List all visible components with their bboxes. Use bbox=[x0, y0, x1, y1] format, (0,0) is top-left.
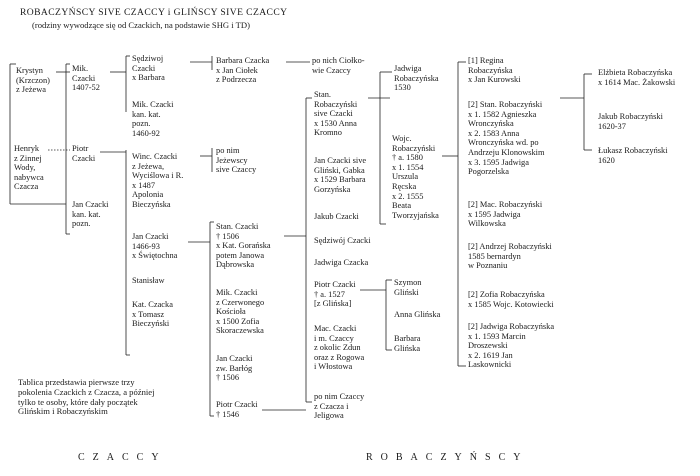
node-stan-robaczynski-1530: Stan. Robaczyński sive Czacki x 1530 Anna Kromno bbox=[314, 90, 358, 138]
node-stan-robaczynski-2: [2] Stan. Robaczyński x 1. 1582 Agnieszka Wronczyńska x 2. 1583 Anna Wronczyńska wd. po Andrzeju Klonowskim x 3. 1595 Jadwiga Pogorzelska bbox=[468, 100, 545, 177]
node-jan-czacki-glinski: Jan Czacki sive Gliński, Gabka x 1529 Barbara Gorzyńska bbox=[314, 156, 367, 194]
node-jadwiga-czacka: Jadwiga Czacka bbox=[314, 258, 369, 267]
node-krystyn: Krystyn (Krzczon) z Jeżewa bbox=[16, 66, 50, 95]
node-jadwiga-robaczynska: Jadwiga Robaczyńska 1530 bbox=[394, 64, 439, 93]
node-sedziwoj-czacki-1: Sędziwoj Czacki x Barbara bbox=[132, 54, 165, 83]
node-barbara-glinska: Barbara Glińska bbox=[394, 334, 421, 353]
node-jadwiga-robaczynska-2: [2] Jadwiga Robaczyńska x 1. 1593 Marcin Droszewski x 2. 1619 Jan Laskownicki bbox=[468, 322, 555, 370]
node-kat-czacka: Kat. Czacka x Tomasz Bieczyński bbox=[132, 300, 173, 329]
node-po-nim-jezewscy: po nim Jeżewscy sive Czaccy bbox=[216, 146, 257, 175]
node-winc-czacki: Winc. Czacki z Jeżewa, Wyciślowa i R. x 1487 Apolonia Bieczyńska bbox=[132, 152, 184, 209]
node-po-nich-ciolkowie: po nich Ciołko- wie Czaccy bbox=[312, 56, 365, 75]
node-mac-robaczynski: [2] Mac. Robaczyński x 1595 Jadwiga Wilkowska bbox=[468, 200, 543, 229]
node-mik-czacki-kan: Mik. Czacki kan. kat. pozn. 1460-92 bbox=[132, 100, 174, 138]
node-mik-czacki-czerwonego: Mik. Czacki z Czerwonego Kościoła x 1500 Zofia Skoraczewska bbox=[216, 288, 265, 336]
node-jan-czacki-1466: Jan Czacki 1466-93 x Świętochna bbox=[132, 232, 178, 261]
node-stanislaw: Stanisław bbox=[132, 276, 165, 285]
node-mac-czacki: Mac. Czacki i m. Czaccy z okolic Zdun oraz z Rogowa i Włostowa bbox=[314, 324, 365, 372]
node-lukasz-robaczynski: Łukasz Robaczyński 1620 bbox=[598, 146, 668, 165]
node-piotr-czacki-1527: Piotr Czacki † a. 1527 [z Glińska] bbox=[314, 280, 356, 309]
node-elzbieta-robaczynska: Elżbieta Robaczyńska x 1614 Mac. Żakowski bbox=[598, 68, 676, 87]
node-szymon-glinski: Szymon Gliński bbox=[394, 278, 422, 297]
node-piotr-czacki: Piotr Czacki bbox=[72, 144, 96, 163]
node-jan-czacki-kan: Jan Czacki kan. kat. pozn. bbox=[72, 200, 109, 229]
node-anna-glinska: Anna Glińska bbox=[394, 310, 441, 319]
node-piotr-czacki-1546: Piotr Czacki † 1546 bbox=[216, 400, 258, 419]
node-stan-czacki-1506: Stan. Czacki † 1506 x Kat. Gorańska potem Janowa Dąbrowska bbox=[216, 222, 271, 270]
node-sedziwoj-czacki-2: Sędziwój Czacki bbox=[314, 236, 371, 245]
node-barbara-czacka: Barbara Czacka x Jan Ciołek z Podrzecza bbox=[216, 56, 270, 85]
node-mik-czacki-1407: Mik. Czacki 1407-52 bbox=[72, 64, 100, 93]
footer-czaccy: CZACCY bbox=[78, 452, 167, 463]
node-henryk: Henryk z Zinnej Wody, nabywca Czacza bbox=[14, 144, 44, 192]
diagram-title: ROBACZYŃSCY SIVE CZACCY i GLIŃSCY SIVE CZACCY bbox=[20, 7, 288, 18]
node-regina-robaczynska: [1] Regina Robaczyńska x Jan Kurowski bbox=[468, 56, 521, 85]
diagram-subtitle: (rodziny wywodzące się od Czackich, na podstawie SHG i TD) bbox=[32, 20, 250, 30]
legend-note: Tablica przedstawia pierwsze trzy pokolenia Czackich z Czacza, a później tylko te osoby, które dały początek Glińskim i Robaczyńskim bbox=[18, 377, 155, 417]
node-zofia-robaczynska: [2] Zofia Robaczyńska x 1585 Wojc. Kotowiecki bbox=[468, 290, 554, 309]
node-jakub-czacki: Jakub Czacki bbox=[314, 212, 359, 221]
node-jakub-robaczynski: Jakub Robaczyński 1620-37 bbox=[598, 112, 663, 131]
node-po-nim-czaccy: po nim Czaccy z Czacza i Jeligowa bbox=[314, 392, 365, 421]
footer-robaczynscy: ROBACZYŃSCY bbox=[366, 452, 529, 463]
node-andrzej-robaczynski: [2] Andrzej Robaczyński 1585 bernardyn w Poznaniu bbox=[468, 242, 552, 271]
node-jan-czacki-barlog: Jan Czacki zw. Barłóg † 1506 bbox=[216, 354, 253, 383]
node-wojc-robaczynski: Wojc. Robaczyński † a. 1580 x 1. 1554 Urszula Ręcska x 2. 1555 Beata Tworzyjańska bbox=[392, 134, 439, 220]
